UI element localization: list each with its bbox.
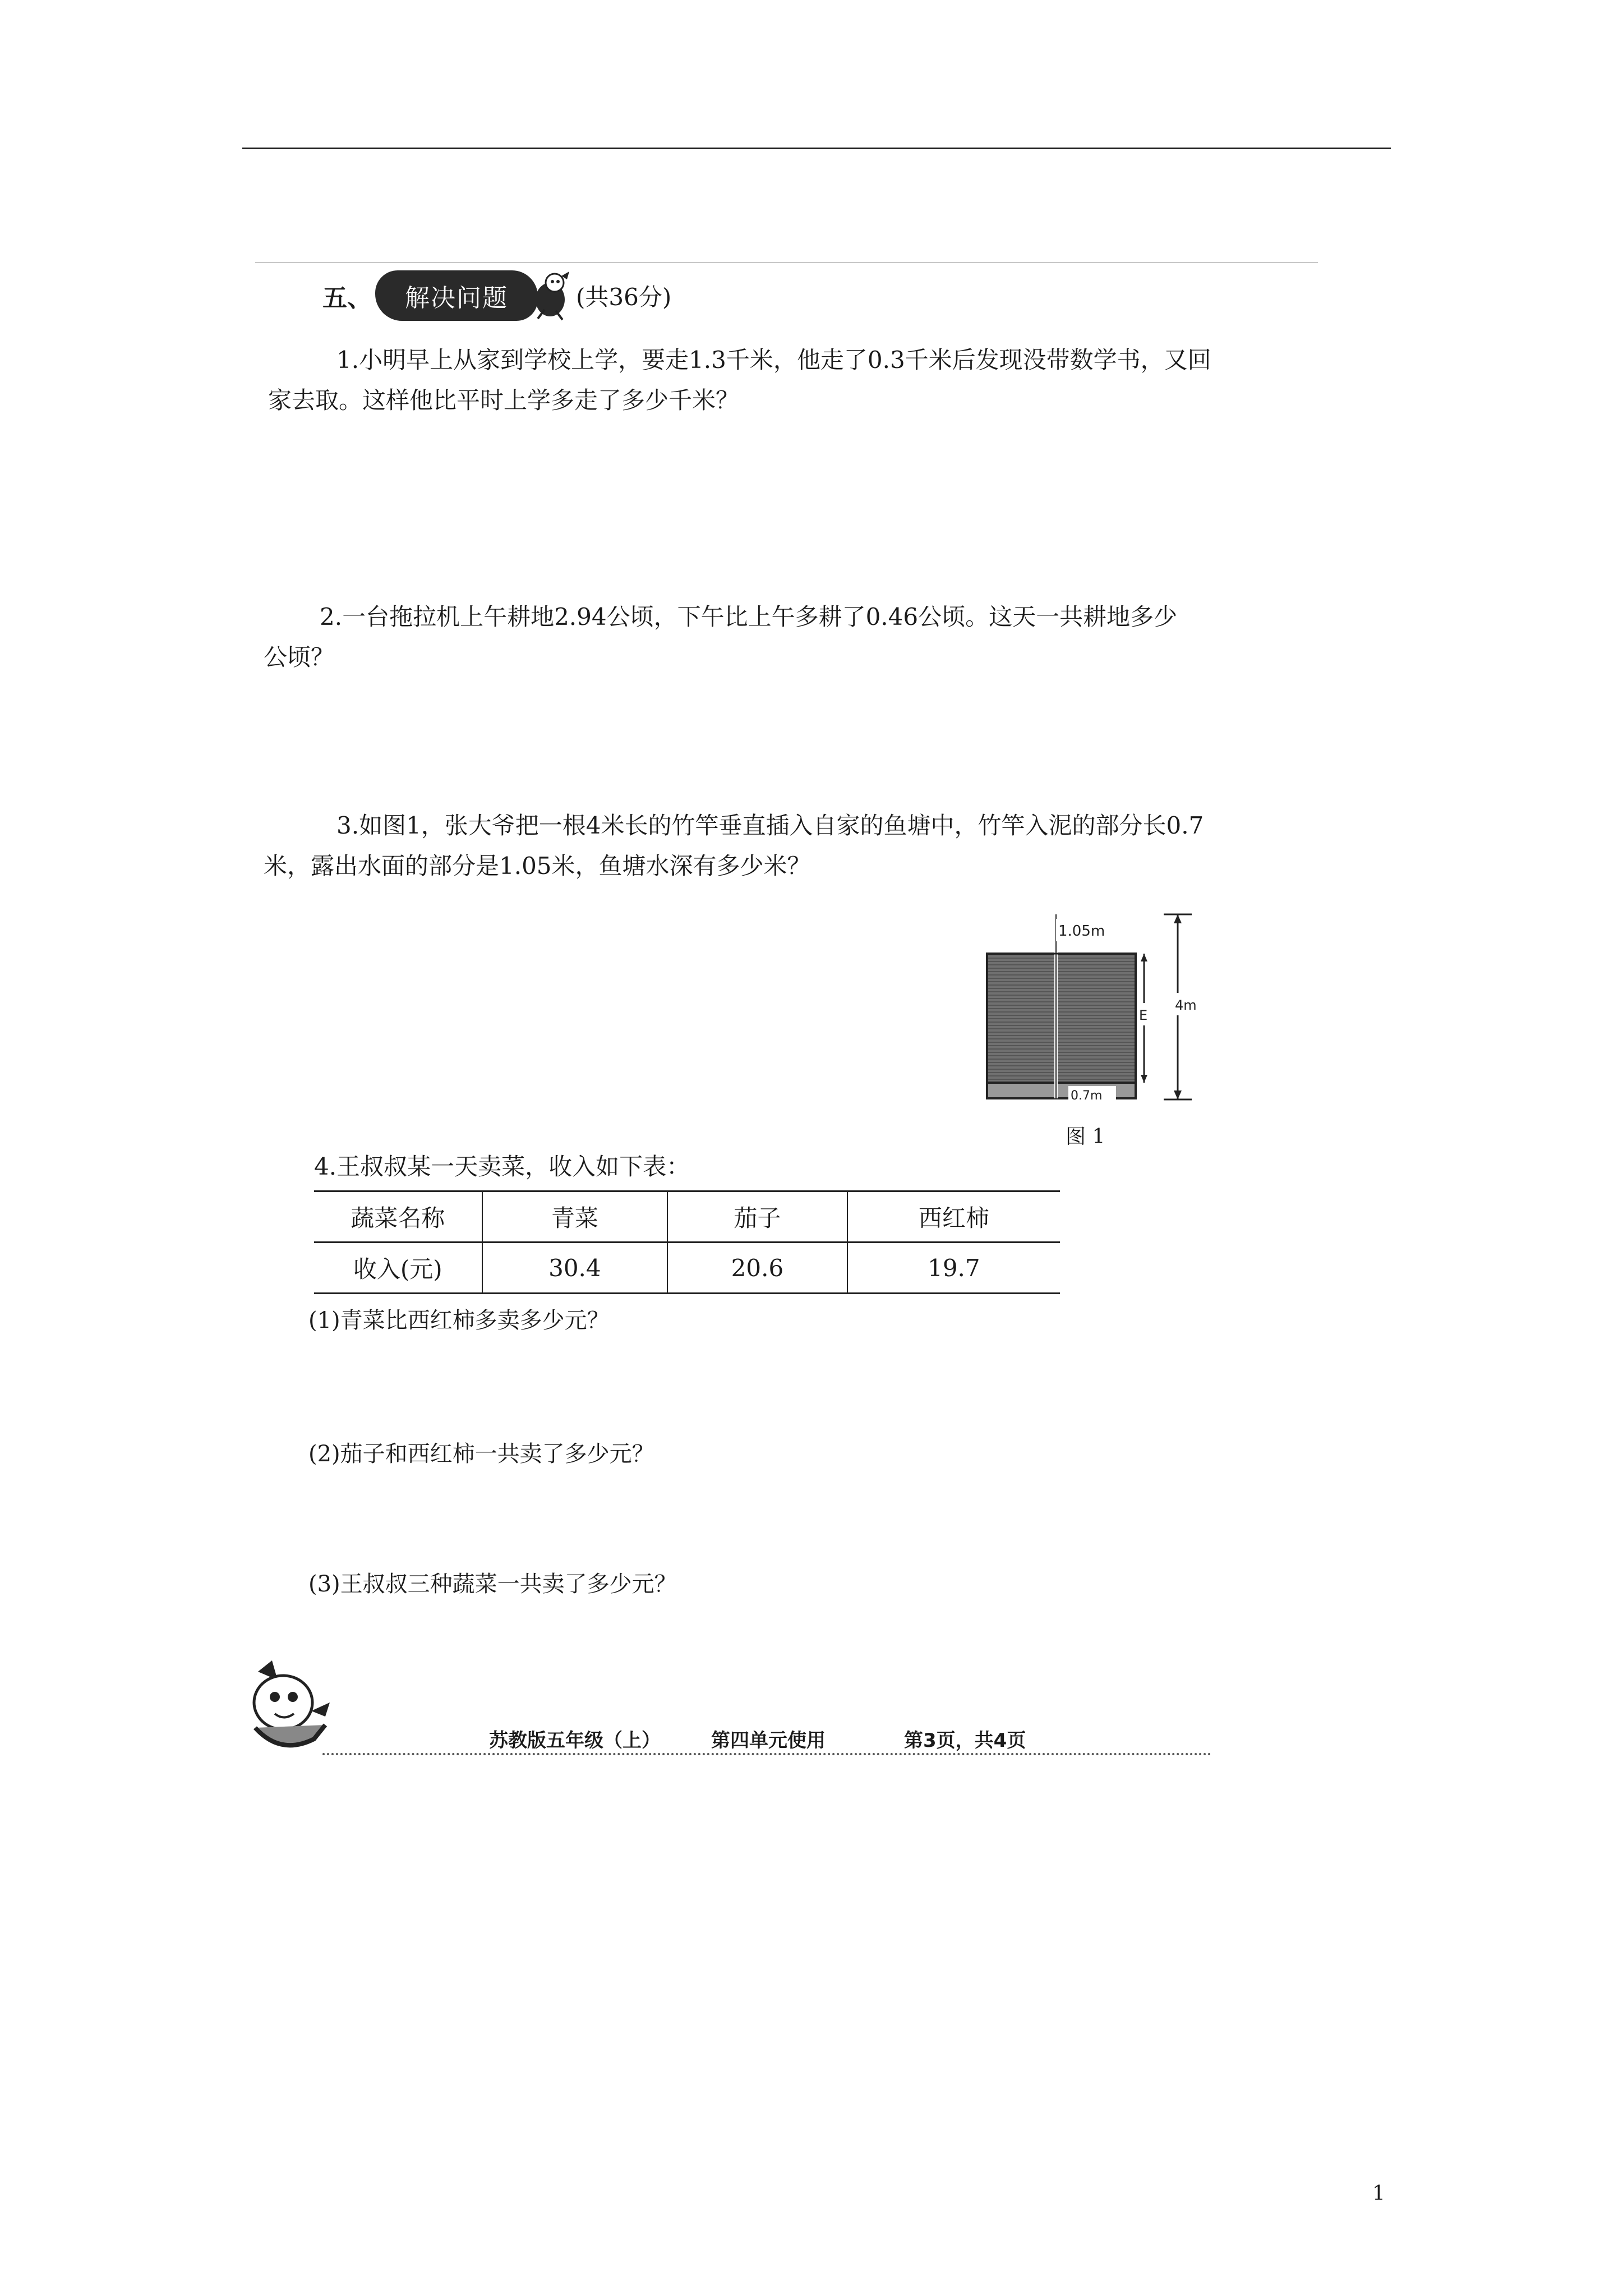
question-3-line-1: 3.如图1，张大爷把一根4米长的竹竿垂直插入自家的鱼塘中，竹竿入泥的部分长0.7 — [336, 812, 1204, 839]
table-row — [314, 1243, 1060, 1294]
cartoon-cat-icon — [247, 1660, 331, 1756]
question-1-line-2: 家去取。这样他比平时上学多走了多少千米？ — [268, 386, 740, 414]
table-cell: 青菜 — [482, 1191, 668, 1243]
question-4-sub-1: (1)青菜比西红柿多卖多少元？ — [308, 1308, 610, 1333]
question-4-intro: 4.王叔叔某一天卖菜，收入如下表： — [314, 1153, 690, 1180]
cartoon-mascot-icon — [533, 270, 573, 321]
footer-edition: 苏教版五年级（上） — [489, 1729, 661, 1752]
footer-unit: 第四单元使用 — [711, 1729, 826, 1752]
question-4-sub-3: (3)王叔叔三种蔬菜一共卖了多少元？ — [308, 1571, 677, 1597]
figure-label-bottom: 0.7m — [1071, 1089, 1103, 1103]
section-score: (共36分) — [576, 283, 672, 311]
footer-rule — [322, 1753, 1211, 1755]
header-rule — [255, 262, 1318, 263]
figure-label-total: 4m — [1175, 997, 1197, 1013]
vegetable-income-table — [314, 1190, 1060, 1294]
table-cell: 收入(元) — [314, 1243, 482, 1294]
footer-page-info: 第3页，共4页 — [904, 1729, 1026, 1752]
table-cell: 20.6 — [667, 1243, 847, 1294]
question-2-line-1: 2.一台拖拉机上午耕地2.94公顷，下午比上午多耕了0.46公顷。这天一共耕地多少 — [320, 603, 1178, 631]
section-heading — [322, 265, 671, 326]
figure-caption: 图 1 — [1066, 1125, 1105, 1148]
table-cell: 茄子 — [667, 1191, 847, 1243]
page-number: 1 — [1372, 2182, 1385, 2205]
question-1-line-1: 1.小明早上从家到学校上学，要走1.3千米，他走了0.3千米后发现没带数学书，又回 — [336, 346, 1211, 374]
figure-label-top: 1.05m — [1058, 923, 1105, 940]
table-cell: 西红柿 — [847, 1191, 1060, 1243]
question-2-line-2: 公顷？ — [264, 643, 335, 671]
pond-diagram — [979, 903, 1203, 1105]
top-rule — [242, 148, 1391, 149]
table-cell: 19.7 — [847, 1243, 1060, 1294]
question-3-line-2: 米，露出水面的部分是1.05米，鱼塘水深有多少米？ — [264, 852, 811, 880]
pond-water — [987, 954, 1136, 1083]
table-cell: 30.4 — [482, 1243, 668, 1294]
section-banner — [375, 270, 538, 321]
figure-label-mid: E — [1139, 1007, 1148, 1023]
section-banner-label: 解决问题 — [405, 284, 508, 312]
table-cell: 蔬菜名称 — [314, 1191, 482, 1243]
table-header-row — [314, 1191, 1060, 1243]
question-4-sub-2: (2)茄子和西红柿一共卖了多少元？ — [308, 1441, 654, 1467]
section-number: 五、 — [322, 284, 372, 312]
